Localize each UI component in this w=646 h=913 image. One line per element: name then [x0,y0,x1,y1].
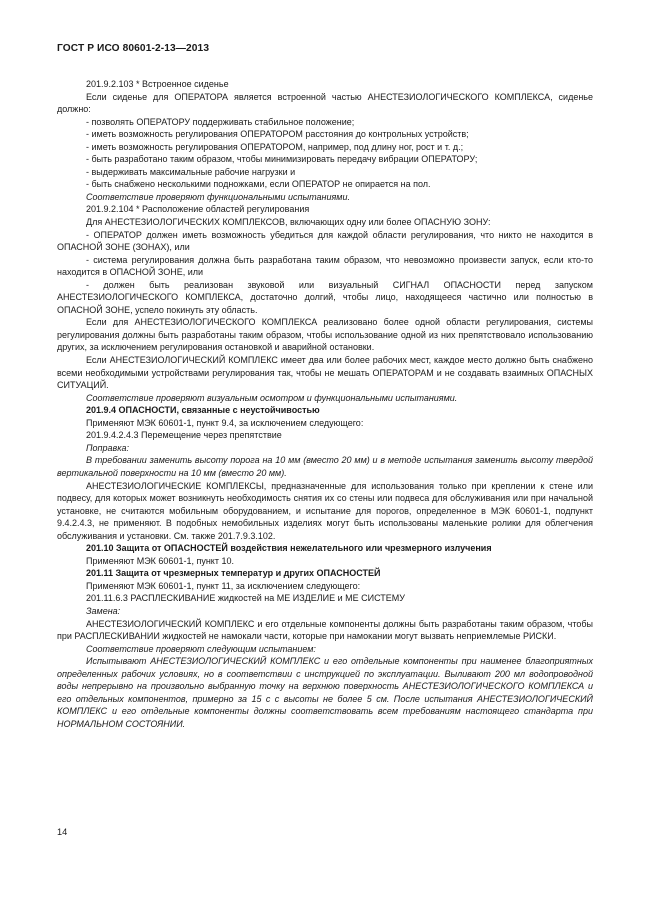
paragraph: - должен быть реализован звуковой или визуальный СИГНАЛ ОПАСНОСТИ перед запуском АНЕСТЕЗИОЛОГИЧЕСКОГО КОМПЛЕКСА, достаточно долгий, чтобы лицо, находящееся частично или полностью в ОПАСНОЙ ЗОНЕ, успело покинуть эту область. [57,279,593,315]
page-number: 14 [57,827,68,837]
paragraph: Поправка: [86,442,129,453]
paragraph: 201.9.2.103 * Встроенное сиденье [86,79,229,89]
paragraph: АНЕСТЕЗИОЛОГИЧЕСКИЙ КОМПЛЕКС и его отдельные компоненты должны быть разработаны таким образом, чтобы при РАСПЛЕСКИВАНИИ жидкостей не намокали части, которые при намокании могут вызвать неприемлемые РИСКИ. [57,618,593,642]
paragraph: - иметь возможность регулирования ОПЕРАТОРОМ, например, под длину ног, рост и т. д.; [86,141,464,152]
section-heading: 201.10 Защита от ОПАСНОСТЕЙ воздействия нежелательного или чрезмерного излучения [86,543,492,554]
paragraph: Испытывают АНЕСТЕЗИОЛОГИЧЕСКИЙ КОМПЛЕКС и его отдельные компоненты при наименее благоприятных определенных рабочих условиях, но в соответствии с инструкцией по эксплуатации. Выливают 200 мл водопроводной воды непрерывно на произвольно выбранную точку на верхнюю поверхность АНЕСТЕЗИОЛОГИЧЕСКОГО КОМПЛЕКСА и его отдельных компонентов, примерно за 15 с с высоты не более 5 см. После испытания АНЕСТЕЗИОЛОГИЧЕСКИЙ КОМПЛЕКС и его отдельные компоненты должны соответствовать всем требованиям настоящего стандарта при НОРМАЛЬНОМ СОСТОЯНИИ. [57,656,593,729]
paragraph: Для АНЕСТЕЗИОЛОГИЧЕСКИХ КОМПЛЕКСОВ, включающих одну или более ОПАСНУЮ ЗОНУ: [86,217,491,228]
paragraph: Применяют МЭК 60601-1, пункт 9.4, за исключением следующего: [86,417,364,428]
paragraph: В требовании заменить высоту порога на 10 мм (вместо 20 мм) и в методе испытания заменить высоту твердой вертикальной поверхности на 10 мм (вместо 20 мм). [57,455,593,478]
paragraph: 201.9.4.2.4.3 Перемещение через препятствие [86,430,282,441]
document-body [57,78,593,730]
paragraph: Применяют МЭК 60601-1, пункт 10. [86,555,234,566]
section-heading: 201.9.4 ОПАСНОСТИ, связанные с неустойчивостью [86,405,320,416]
paragraph: Соответствие проверяют функциональными испытаниями. [86,191,350,202]
paragraph: Соответствие проверяют визуальным осмотром и функциональными испытаниями. [86,392,458,403]
paragraph: 201.9.2.104 * Расположение областей регулирования [86,204,310,215]
page-header-title: ГОСТ Р ИСО 80601-2-13—2013 [57,43,210,54]
paragraph: - иметь возможность регулирования ОПЕРАТОРОМ расстояния до контрольных устройств; [86,129,469,140]
paragraph: Если АНЕСТЕЗИОЛОГИЧЕСКИЙ КОМПЛЕКС имеет два или более рабочих мест, каждое место должно быть снабжено всеми необходимыми устройствами регулирования так, чтобы не мешать ОПЕРАТОРАМ и не создавать взаимных ОПАСНЫХ СИТУАЦИЙ. [57,355,593,391]
paragraph: Применяют МЭК 60601-1, пункт 11, за исключением следующего: [86,580,361,591]
paragraph: - система регулирования должна быть разработана таким образом, что невозможно произвести запуск, если кто-то находится в ОПАСНОЙ ЗОНЕ, или [57,254,593,278]
paragraph: - быть снабжено несколькими подножками, если ОПЕРАТОР не опирается на пол. [86,179,431,190]
paragraph: Если для АНЕСТЕЗИОЛОГИЧЕСКОГО КОМПЛЕКСА реализовано более одной области регулирования, системы регулирования должны быть разработаны таким образом, чтобы использование одной из них препятствовало использованию других, за исключением регулирования остановкой и аварийной остановки. [57,317,593,353]
paragraph: 201.11.6.3 РАСПЛЕСКИВАНИЕ жидкостей на МЕ ИЗДЕЛИЕ и МЕ СИСТЕМУ [86,593,406,604]
paragraph: Соответствие проверяют следующим испытанием: [86,643,316,654]
section-heading: 201.11 Защита от чрезмерных температур и других ОПАСНОСТЕЙ [86,568,381,579]
paragraph: АНЕСТЕЗИОЛОГИЧЕСКИЕ КОМПЛЕКСЫ, предназначенные для использования только при креплении к стене или подвесу, для которых может возникнуть необходимость снятия их со стены или подвеса для обслуживания или при начальной установке, не считаются мобильным оборудованием, и испытание для порогов, определенное в МЭК 60601-1, подпункт 9.4.2.4.3, не применяют. В подобных немобильных изделиях могут быть использованы маленькие ролики для облегчения обслуживания и установки. См. также 201.7.9.3.102. [57,480,593,541]
paragraph: - ОПЕРАТОР должен иметь возможность убедиться для каждой области регулирования, что никто не находится в ОПАСНОЙ ЗОНЕ (ЗОНАХ), или [57,229,593,253]
paragraph: Замена: [86,605,121,616]
paragraph: Если сиденье для ОПЕРАТОРА является встроенной частью АНЕСТЕЗИОЛОГИЧЕСКОГО КОМПЛЕКСА, сиденье должно: [57,91,593,115]
paragraph: - быть разработано таким образом, чтобы минимизировать передачу вибрации ОПЕРАТОРУ; [86,154,478,165]
paragraph: - выдерживать максимальные рабочие нагрузки и [86,166,296,177]
paragraph: - позволять ОПЕРАТОРУ поддерживать стабильное положение; [86,116,355,127]
